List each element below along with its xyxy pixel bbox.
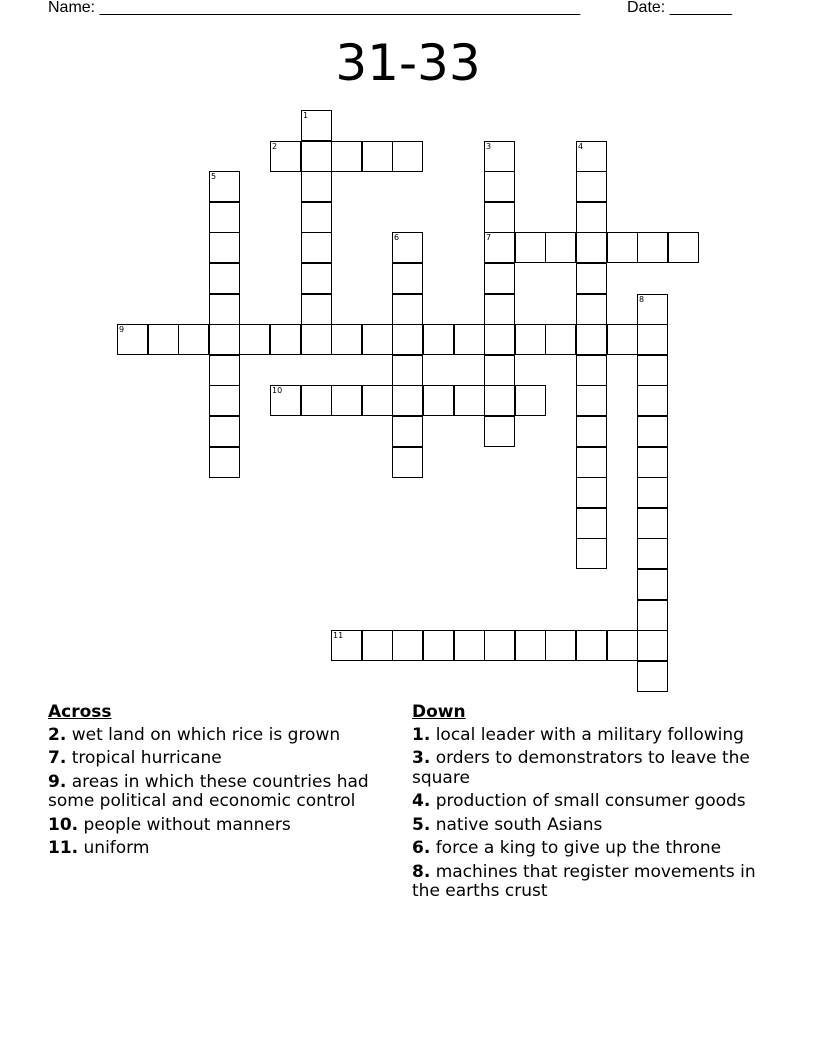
clue-item [412, 816, 757, 836]
grid-cell[interactable] [209, 324, 240, 355]
grid-cell[interactable] [637, 355, 668, 386]
grid-cell[interactable] [331, 141, 362, 172]
date-label: Date: [627, 0, 666, 16]
grid-cell[interactable] [239, 324, 270, 355]
grid-cell[interactable] [515, 385, 546, 416]
down-clue-list [412, 726, 757, 902]
grid-cell[interactable] [576, 232, 607, 263]
grid-cell[interactable] [209, 232, 240, 263]
clue-item-text: production of small consumer goods [430, 791, 746, 811]
clue-item-number: 2. [48, 724, 67, 745]
grid-cell[interactable] [576, 508, 607, 539]
grid-cell[interactable] [362, 324, 393, 355]
clue-item-number: 9. [48, 771, 67, 792]
grid-cell[interactable] [301, 294, 332, 325]
grid-cell[interactable] [454, 385, 485, 416]
grid-cell[interactable] [209, 355, 240, 386]
grid-cell[interactable] [576, 355, 607, 386]
grid-cell[interactable] [301, 263, 332, 294]
clue-item-number: 11. [48, 838, 79, 858]
name-field[interactable] [48, 0, 580, 17]
clue-number: 7 [486, 233, 492, 242]
grid-cell[interactable] [576, 202, 607, 233]
grid-cell[interactable] [484, 324, 515, 355]
grid-cell[interactable] [454, 324, 485, 355]
clue-item-text: force a king to give up the throne [430, 838, 722, 858]
grid-cell[interactable] [301, 171, 332, 202]
date-field[interactable] [627, 0, 732, 17]
across-clue-list [48, 726, 408, 859]
grid-cell[interactable] [637, 416, 668, 447]
grid-cell[interactable] [209, 416, 240, 447]
grid-cell[interactable] [331, 385, 362, 416]
grid-cell[interactable] [392, 232, 423, 263]
grid-cell[interactable] [576, 324, 607, 355]
grid-cell[interactable] [484, 171, 515, 202]
grid-cell[interactable] [362, 630, 393, 661]
grid-cell[interactable] [392, 416, 423, 447]
clue-item-text: orders to demonstrators to leave the square [412, 748, 750, 788]
grid-cell[interactable] [484, 232, 515, 263]
grid-cell[interactable] [392, 141, 423, 172]
grid-cell[interactable] [209, 294, 240, 325]
grid-cell[interactable] [637, 477, 668, 508]
grid-cell[interactable] [576, 477, 607, 508]
grid-cell[interactable] [392, 294, 423, 325]
grid-cell[interactable] [209, 171, 240, 202]
down-clues [412, 703, 757, 906]
grid-cell[interactable] [637, 630, 668, 661]
grid-cell[interactable] [637, 324, 668, 355]
grid-cell[interactable] [148, 324, 179, 355]
clue-number: 6 [394, 233, 400, 242]
grid-cell[interactable] [454, 630, 485, 661]
grid-cell[interactable] [392, 630, 423, 661]
grid-cell[interactable] [392, 385, 423, 416]
clue-item-number: 8. [412, 861, 431, 882]
clue-item [48, 773, 408, 812]
clue-item-text: local leader with a military following [430, 724, 744, 745]
grid-cell[interactable] [117, 324, 148, 355]
grid-cell[interactable] [576, 141, 607, 172]
clue-number: 4 [578, 142, 584, 151]
clue-item-number: 1. [412, 724, 431, 745]
grid-cell[interactable] [484, 141, 515, 172]
clue-item [48, 839, 408, 859]
grid-cell[interactable] [209, 447, 240, 478]
across-heading: Across [48, 702, 112, 722]
clue-item-text: uniform [78, 838, 150, 858]
clue-item [48, 749, 408, 769]
down-heading: Down [412, 702, 466, 722]
grid-cell[interactable] [637, 385, 668, 416]
grid-cell[interactable] [576, 385, 607, 416]
grid-cell[interactable] [484, 294, 515, 325]
grid-cell[interactable] [545, 232, 576, 263]
grid-cell[interactable] [392, 447, 423, 478]
name-line[interactable]: ______________________________________________________ [99, 0, 581, 16]
clue-item-number: 3. [412, 748, 431, 768]
grid-cell[interactable] [637, 661, 668, 692]
clue-item [48, 726, 408, 746]
grid-cell[interactable] [423, 324, 454, 355]
grid-cell[interactable] [576, 294, 607, 325]
clue-item [412, 792, 757, 812]
clue-number: 9 [119, 325, 125, 334]
clue-item [412, 839, 757, 859]
page-title: 31-33 [335, 34, 481, 92]
grid-cell[interactable] [392, 263, 423, 294]
grid-cell[interactable] [576, 416, 607, 447]
grid-cell[interactable] [484, 202, 515, 233]
grid-cell[interactable] [331, 324, 362, 355]
grid-cell[interactable] [301, 324, 332, 355]
grid-cell[interactable] [423, 630, 454, 661]
clue-number: 11 [333, 631, 344, 640]
clue-item-number: 4. [412, 791, 431, 811]
grid-cell[interactable] [576, 538, 607, 569]
grid-cell[interactable] [637, 569, 668, 600]
grid-cell[interactable] [576, 171, 607, 202]
grid-cell[interactable] [607, 324, 638, 355]
clue-number: 2 [272, 142, 278, 151]
grid-cell[interactable] [301, 141, 332, 172]
grid-cell[interactable] [576, 447, 607, 478]
clue-number: 1 [303, 111, 309, 120]
grid-cell[interactable] [301, 385, 332, 416]
clue-item-number: 6. [412, 838, 431, 858]
clue-item-text: native south Asians [430, 814, 603, 835]
name-label: Name: [48, 0, 96, 16]
grid-cell[interactable] [515, 232, 546, 263]
grid-cell[interactable] [392, 355, 423, 386]
grid-cell[interactable] [178, 324, 209, 355]
clue-item [412, 726, 757, 746]
grid-cell[interactable] [607, 232, 638, 263]
grid-cell[interactable] [515, 324, 546, 355]
grid-cell[interactable] [637, 508, 668, 539]
clue-item-number: 5. [412, 814, 431, 835]
clue-item-text: tropical hurricane [66, 748, 222, 768]
grid-cell[interactable] [392, 324, 423, 355]
grid-cell[interactable] [484, 263, 515, 294]
grid-cell[interactable] [484, 630, 515, 661]
clue-number: 10 [272, 386, 283, 395]
grid-cell[interactable] [301, 232, 332, 263]
grid-cell[interactable] [270, 385, 301, 416]
grid-cell[interactable] [576, 263, 607, 294]
grid-cell[interactable] [301, 110, 332, 141]
grid-cell[interactable] [209, 202, 240, 233]
clue-item [48, 816, 408, 836]
clue-item-text: machines that register movements in the earths crust [412, 861, 756, 901]
grid-cell[interactable] [668, 232, 699, 263]
grid-cell[interactable] [576, 630, 607, 661]
grid-cell[interactable] [484, 385, 515, 416]
date-line[interactable]: _______ [669, 0, 732, 16]
clue-number: 8 [639, 295, 645, 304]
grid-cell[interactable] [515, 630, 546, 661]
grid-cell[interactable] [637, 538, 668, 569]
clue-item [412, 863, 757, 902]
clue-item [412, 749, 757, 788]
grid-cell[interactable] [545, 324, 576, 355]
grid-cell[interactable] [484, 355, 515, 386]
grid-cell[interactable] [637, 294, 668, 325]
grid-cell[interactable] [209, 385, 240, 416]
clue-item-number: 10. [48, 814, 79, 835]
grid-cell[interactable] [270, 324, 301, 355]
clue-item-number: 7. [48, 748, 67, 768]
grid-cell[interactable] [484, 416, 515, 447]
clue-number: 3 [486, 142, 492, 151]
grid-cell[interactable] [607, 630, 638, 661]
grid-cell[interactable] [209, 263, 240, 294]
clue-item-text: wet land on which rice is grown [66, 724, 341, 745]
across-clues [48, 703, 408, 863]
clue-item-text: people without manners [78, 814, 291, 835]
grid-cell[interactable] [270, 141, 301, 172]
grid-cell[interactable] [637, 600, 668, 631]
grid-cell[interactable] [331, 630, 362, 661]
grid-cell[interactable] [423, 385, 454, 416]
clue-item-text: areas in which these countries had some political and economic control [48, 771, 369, 811]
grid-cell[interactable] [301, 202, 332, 233]
grid-cell[interactable] [362, 385, 393, 416]
clue-number: 5 [211, 172, 217, 181]
grid-cell[interactable] [637, 447, 668, 478]
grid-cell[interactable] [362, 141, 393, 172]
grid-cell[interactable] [545, 630, 576, 661]
grid-cell[interactable] [637, 232, 668, 263]
